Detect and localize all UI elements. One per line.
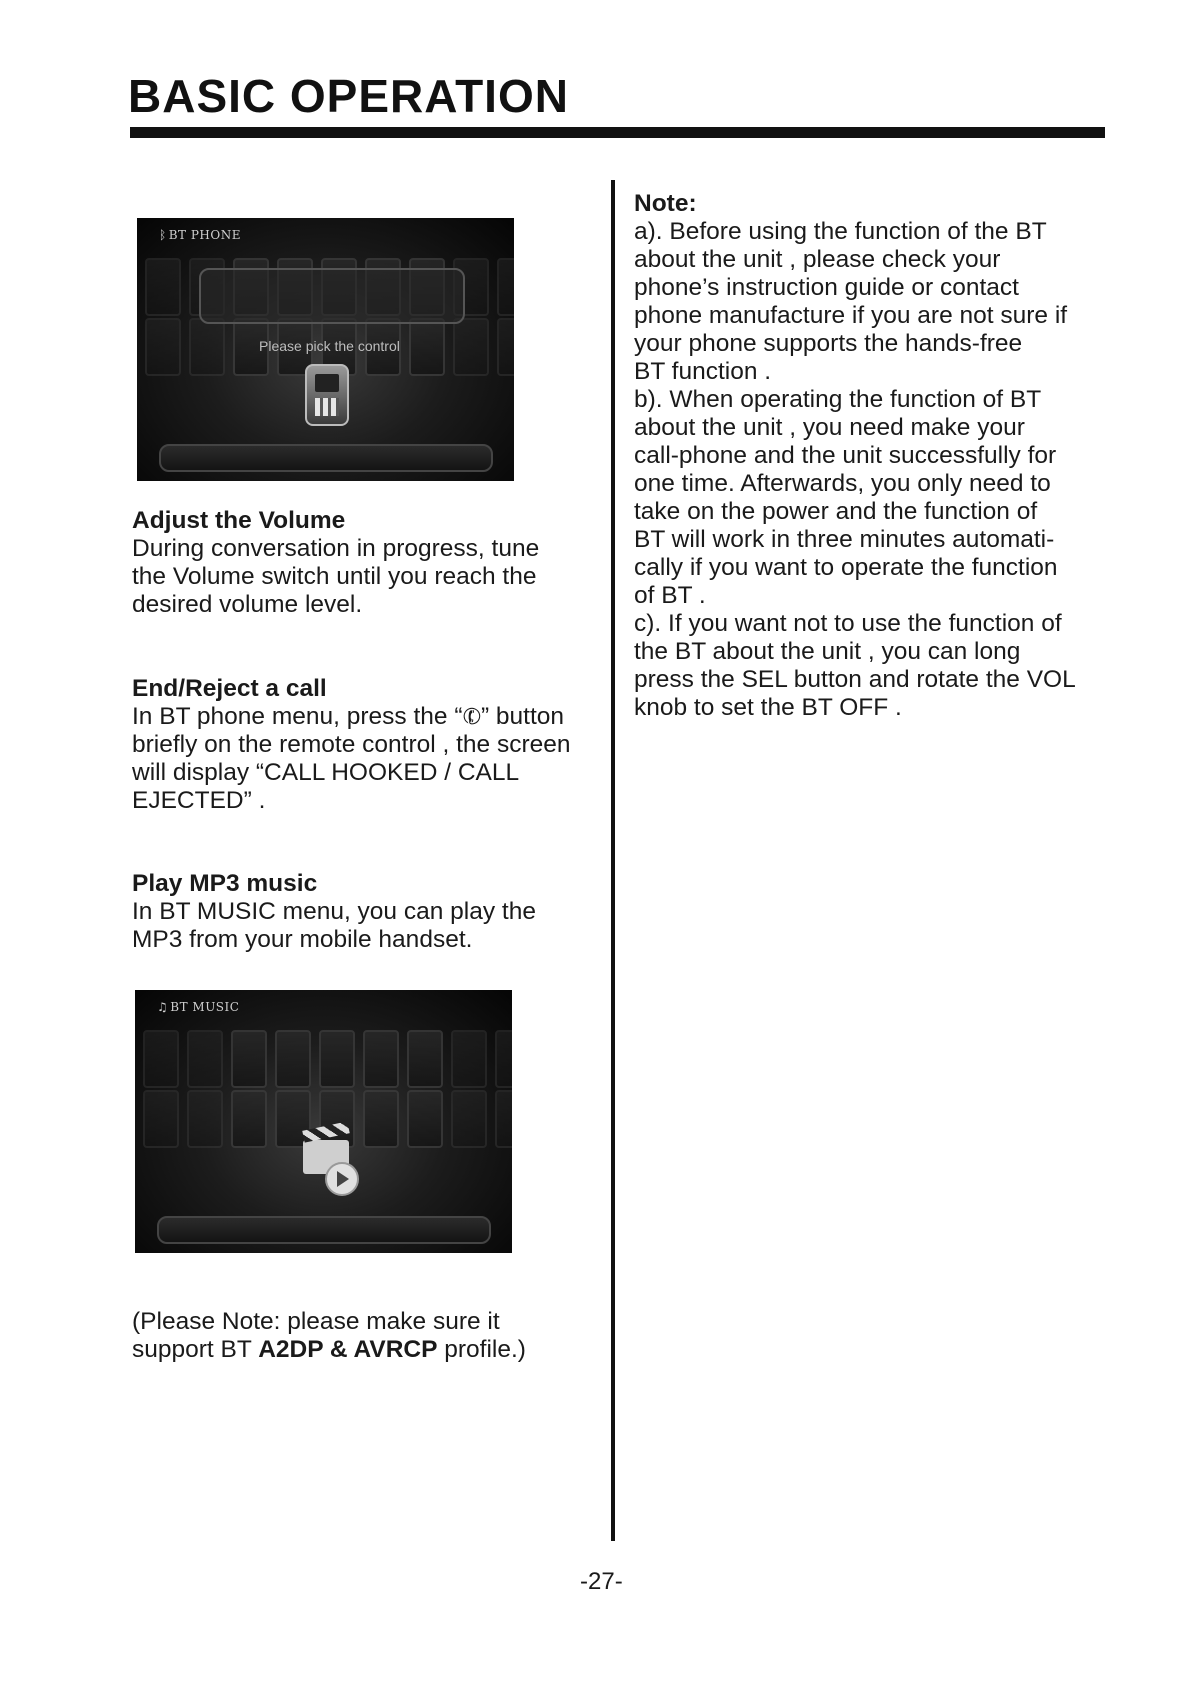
screen-status-bar bbox=[157, 1216, 491, 1244]
title-rule bbox=[130, 127, 1105, 138]
end-reject-text: In BT phone menu, press the “✆” button briefly on the remote control , the screen will display “CALL HOOKED / CALL EJECTED” . bbox=[132, 701, 571, 814]
bt-music-screenshot bbox=[135, 990, 512, 1253]
bt-phone-screen-label: ᛒ BT PHONE bbox=[159, 228, 241, 242]
play-mp3-heading: Play MP3 music bbox=[132, 870, 318, 897]
screen-status-bar bbox=[159, 444, 493, 472]
music-note-icon: ♫ bbox=[157, 1000, 169, 1014]
bt-phone-screenshot bbox=[137, 218, 514, 481]
note-text: a). Before using the function of the BT about the unit , please check your phone’s instruction guide or contact phone manufacture if you are not sure if your phone supports the hands-free BT function . b). When operating the function of BT about the unit , you need make your call-phone and the unit successfully for one time. Afterwards, you only need to take on the power and the function of BT will work in three minutes automati- cally if you want to operate the function of BT . c). If you want not to use the function of the BT about the unit , you can long press the SEL button and rotate the VOL knob to set the BT OFF . bbox=[634, 218, 1076, 721]
end-reject-heading: End/Reject a call bbox=[132, 675, 327, 702]
mobile-phone-icon bbox=[305, 364, 349, 426]
menu-tiles bbox=[143, 1030, 512, 1088]
pick-control-prompt: Please pick the control bbox=[259, 338, 400, 354]
adjust-volume-heading: Adjust the Volume bbox=[132, 507, 346, 534]
play-mp3-text: In BT MUSIC menu, you can play the MP3 from your mobile handset. bbox=[132, 898, 536, 953]
play-icon bbox=[325, 1162, 359, 1196]
hang-up-icon: ✆ bbox=[458, 701, 485, 732]
column-divider bbox=[611, 180, 615, 1541]
adjust-volume-text: During conversation in progress, tune the Volume switch until you reach the desired volume level. bbox=[132, 535, 540, 618]
bt-music-screen-label: ♫ BT MUSIC bbox=[157, 1000, 240, 1014]
page-title: BASIC OPERATION bbox=[128, 70, 569, 122]
note-heading: Note: bbox=[634, 190, 697, 217]
page-number: -27- bbox=[580, 1568, 623, 1595]
control-popup bbox=[199, 268, 465, 324]
profile-note: (Please Note: please make sure it support BT A2DP & AVRCP profile.) bbox=[132, 1308, 526, 1363]
bluetooth-icon: ᛒ bbox=[159, 228, 167, 242]
